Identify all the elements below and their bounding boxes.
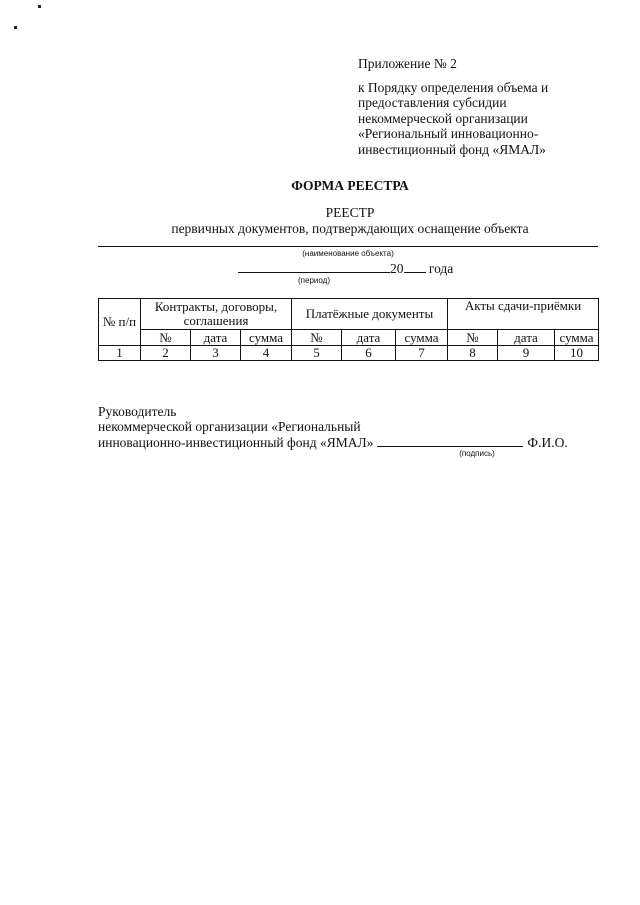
year-prefix: 20 — [390, 261, 404, 276]
registry-subtitle: первичных документов, подтверждающих оснащение объекта — [171, 221, 529, 236]
group-contracts-header: Контракты, договоры, соглашения — [141, 299, 292, 330]
signature-blank — [377, 434, 523, 447]
sub-header-date: дата — [191, 330, 241, 346]
registry-table — [98, 298, 599, 361]
column-number: 6 — [342, 346, 396, 361]
appendix-block — [358, 56, 608, 157]
col-num-header: № п/п — [99, 299, 141, 346]
period-caption: (период) — [298, 276, 330, 285]
appendix-line: инвестиционный фонд «ЯМАЛ» — [358, 141, 546, 157]
registry-title: РЕЕСТР — [325, 205, 375, 220]
form-title: ФОРМА РЕЕСТРА — [291, 178, 409, 193]
sub-header-date: дата — [498, 330, 555, 346]
table-numbering-row — [99, 346, 599, 361]
appendix-line: некоммерческой организации — [358, 110, 528, 126]
appendix-number: Приложение № 2 — [358, 56, 457, 71]
appendix-line: к Порядку определения объема и — [358, 79, 549, 95]
signature-fio: Ф.И.О. — [527, 435, 568, 450]
year-suffix: года — [428, 261, 454, 276]
table-subheader-row — [99, 330, 599, 346]
appendix-line: «Региональный инновационно- — [358, 126, 539, 141]
signature-org-line: некоммерческой организации «Региональный — [98, 419, 361, 434]
column-number: 4 — [241, 346, 292, 361]
object-name-line — [98, 246, 598, 247]
column-number: 8 — [448, 346, 498, 361]
sub-header-num: № — [292, 330, 342, 346]
column-number: 3 — [191, 346, 241, 361]
column-number: 1 — [99, 346, 141, 361]
column-number: 10 — [555, 346, 599, 361]
group-payments-header: Платёжные документы — [292, 299, 448, 330]
sub-header-num: № — [141, 330, 191, 346]
period-blank — [238, 260, 390, 273]
sub-header-sum: сумма — [555, 330, 599, 346]
scan-mark — [14, 26, 17, 29]
period-row — [238, 260, 453, 277]
signature-org-line: инновационно-инвестиционный фонд «ЯМАЛ» — [98, 435, 374, 450]
column-number: 5 — [292, 346, 342, 361]
column-number: 9 — [498, 346, 555, 361]
signature-caption: (подпись) — [459, 449, 495, 458]
table-header-row — [99, 299, 599, 330]
sub-header-sum: сумма — [396, 330, 448, 346]
group-acts-header: Акты сдачи-приёмки — [448, 299, 599, 330]
year-blank — [404, 260, 426, 273]
signature-role: Руководитель — [98, 404, 177, 419]
sub-header-date: дата — [342, 330, 396, 346]
column-number: 7 — [396, 346, 448, 361]
sub-header-num: № — [448, 330, 498, 346]
scan-mark — [38, 5, 41, 8]
appendix-line: предоставления субсидии — [358, 95, 507, 110]
column-number: 2 — [141, 346, 191, 361]
object-name-caption: (наименование объекта) — [302, 249, 394, 258]
sub-header-sum: сумма — [241, 330, 292, 346]
